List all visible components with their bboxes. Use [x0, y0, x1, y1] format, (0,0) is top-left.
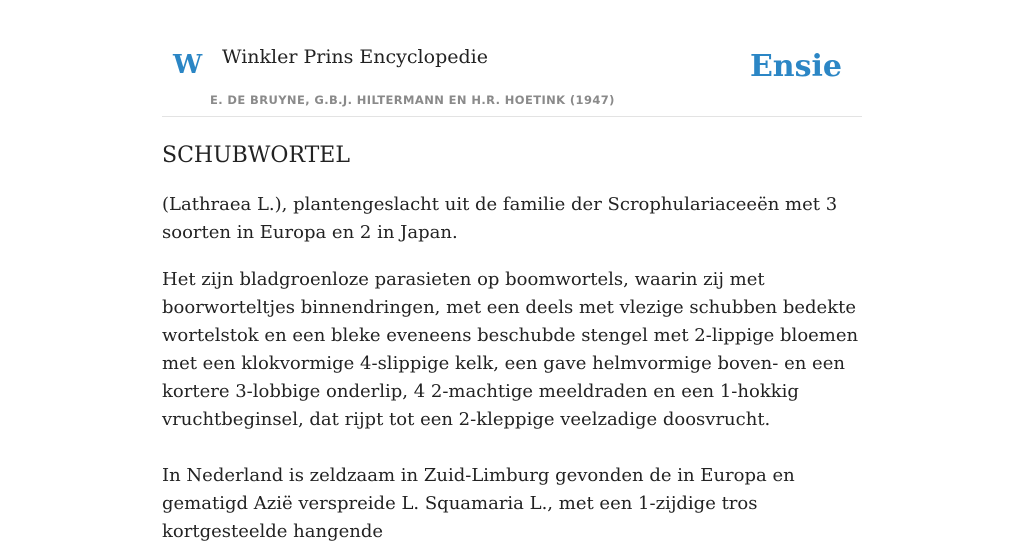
source-title[interactable]: Winkler Prins Encyclopedie	[222, 46, 488, 68]
article-paragraph-1: (Lathraea L.), plantengeslacht uit de familie der Scrophulariaceeën met 3 soorten in Europa en 2 in Japan.	[162, 194, 838, 244]
source-authors: E. DE BRUYNE, G.B.J. HILTERMANN EN H.R. HOETINK (1947)	[210, 93, 615, 107]
winkler-prins-logo[interactable]: W	[173, 50, 203, 80]
article-paragraph-2: Het zijn bladgroenloze parasieten op boomwortels, waarin zij met boorworteltjes binnendringen, met een deels met vlezige schubben bedekte wortelstok en een bleke eveneens beschubde stengel met 2-lippige bloemen met een klokvormige 4-slippige kelk, een gave helmvormige boven- en een kortere 3-lobbige onderlip, 4 2-machtige meeldraden en een 1-hokkig vruchtbeginsel, dat rijpt tot een 2-kleppige veelzadige doosvrucht.	[162, 269, 859, 431]
source-header	[162, 0, 862, 117]
ensie-logo-link[interactable]: Ensie	[749, 49, 842, 84]
article-paragraph-3: In Nederland is zeldzaam in Zuid-Limburg gevonden de in Europa en gematigd Azië verspreide L. Squamaria L., met een 1-zijdige tros kortgesteelde hangende	[162, 465, 795, 543]
article-container	[162, 0, 862, 546]
article-headword: SCHUBWORTEL	[162, 143, 350, 168]
